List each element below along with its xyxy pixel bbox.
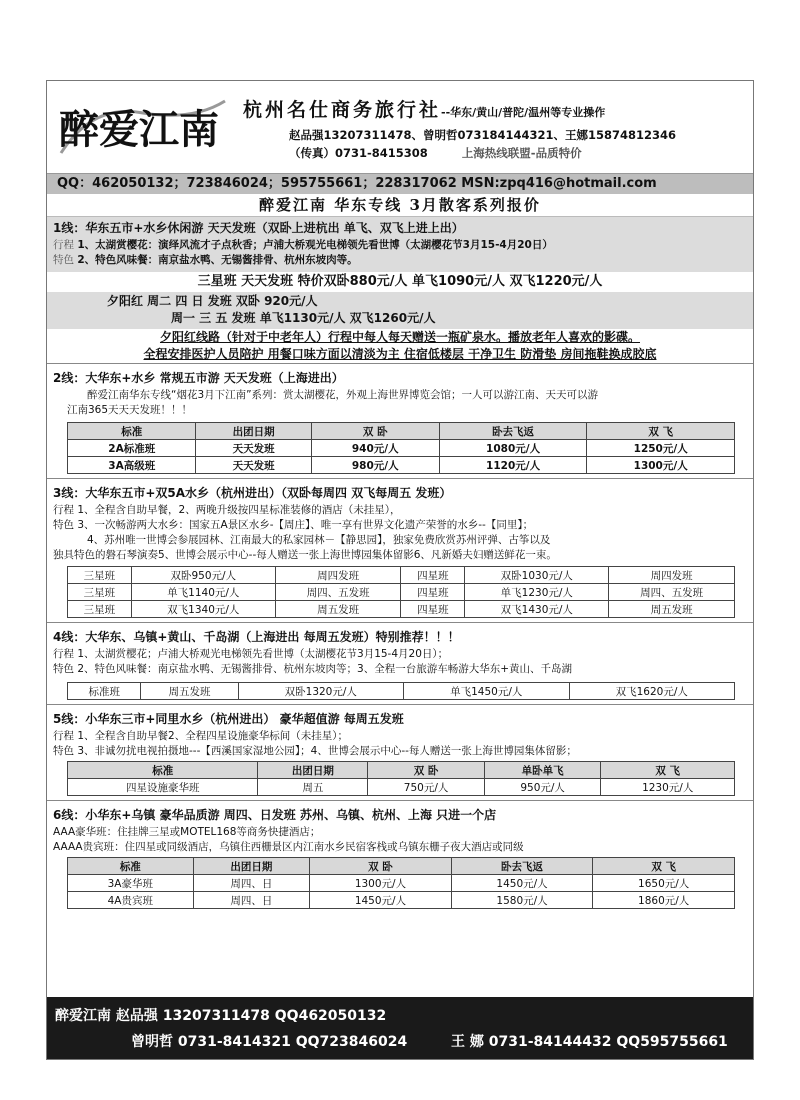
- company-suffix: --华东/黄山/普陀/温州等专业操作: [441, 106, 606, 119]
- line-4-section: [47, 626, 753, 705]
- cell: 双卧950元/人: [131, 567, 275, 584]
- cell: 天天发班: [196, 440, 311, 457]
- table-header-row: [68, 423, 735, 440]
- cell: 周四、日: [193, 875, 310, 892]
- cell: 3A高级班: [68, 457, 196, 474]
- cell: 出团日期: [258, 762, 368, 779]
- cell: 双 卧: [310, 858, 452, 875]
- cell: 双 卧: [368, 762, 485, 779]
- table-row: [68, 457, 735, 474]
- flyer-page: [46, 80, 754, 1060]
- cell: 1860元/人: [593, 892, 735, 909]
- cell: 双卧1320元/人: [238, 683, 403, 700]
- cell: 三星班: [68, 567, 132, 584]
- table-row: [68, 892, 735, 909]
- cell: 单飞1140元/人: [131, 584, 275, 601]
- feature-label: 特色: [53, 254, 74, 266]
- cell: 4A贵宾班: [68, 892, 194, 909]
- table-row: [68, 779, 735, 796]
- cell: 1120元/人: [439, 457, 587, 474]
- cell: 周五发班: [609, 601, 735, 618]
- line-5-price-table: [67, 761, 735, 796]
- cell: 四星班: [401, 601, 465, 618]
- fax-text: （传真）0731-8415308: [289, 146, 428, 160]
- line-3-heading: 3线：大华东五市+双5A水乡（杭州进出）（双卧每周四 双飞每周五 发班）: [53, 486, 452, 500]
- cell: 双飞1340元/人: [131, 601, 275, 618]
- sunset-prices-1: 夕阳红 周二 四 日 发班 双卧 920元/人: [107, 294, 318, 308]
- cell: 双飞1430元/人: [465, 601, 609, 618]
- col-fly: 双 飞: [587, 423, 735, 440]
- line-3-text-3: 4、苏州唯一世博会参展园林、江南最大的私家园林－【静思园】，独家免费欣赏苏州评弹、古筝以及: [87, 534, 551, 546]
- cell: 四星班: [401, 584, 465, 601]
- line-3-text-2: 特色 3、一次畅游两大水乡：国家五A景区水乡-【周庄】、唯一享有世界文化遗产荣誉的水乡--【同里】；: [53, 519, 534, 531]
- cell: 1450元/人: [310, 892, 452, 909]
- cell: 天天发班: [196, 457, 311, 474]
- table-row: [68, 440, 735, 457]
- fax-line: [289, 145, 582, 161]
- cell: 1300元/人: [587, 457, 735, 474]
- line-2-desc-2: 江南365天天天发班！！！: [67, 404, 193, 416]
- cell: 三星班: [68, 601, 132, 618]
- cell: 1250元/人: [587, 440, 735, 457]
- page-title: 醉爱江南 华东专线 3月散客系列报价: [47, 194, 753, 217]
- cell: 三星班: [68, 584, 132, 601]
- footer-line-2: 曾明哲 0731-8414321 QQ723846024: [131, 1034, 408, 1050]
- cell: 标准: [68, 858, 194, 875]
- line-4-price-table: [67, 682, 735, 700]
- table-row: [68, 683, 735, 700]
- cell: 出团日期: [193, 858, 310, 875]
- line-2-heading: 2线：大华东+水乡 常规五市游 天天发班（上海进出）: [53, 371, 344, 385]
- cell: 1580元/人: [451, 892, 593, 909]
- line-3-text-1: 行程 1、全程含自助早餐，2、两晚升级按四星标准装修的酒店（未挂星），: [53, 504, 401, 516]
- feature-text: 2、特色风味餐：南京盐水鸭、无锡酱排骨、杭州东坡肉等。: [77, 254, 358, 266]
- logo-text: 醉爱江南: [59, 106, 219, 153]
- cell: 单飞1230元/人: [465, 584, 609, 601]
- cell: 1080元/人: [439, 440, 587, 457]
- slogan: 上海热线联盟-品质特价: [461, 146, 582, 160]
- col-sleeper: 双 卧: [311, 423, 439, 440]
- line-6-text-1: AAA豪华班：住挂牌三星或MOTEL168等商务快捷酒店；: [53, 826, 321, 838]
- table-row: [68, 601, 735, 618]
- line-4-text-1: 行程 1、太湖赏樱花；卢浦大桥观光电梯领先看世博（太湖樱花节3月15-4月20日）；: [53, 648, 449, 660]
- cell: 1230元/人: [601, 779, 735, 796]
- cell: 周四发班: [609, 567, 735, 584]
- line-4-heading: 4线：大华东、乌镇+黄山、千岛湖（上海进出 每周五发班）特别推荐！！！: [53, 630, 460, 644]
- cell: 周五: [258, 779, 368, 796]
- line-1-itinerary: [47, 238, 753, 253]
- qq-contact-bar: QQ：462050132；723846024；595755661；228317062 MSN:zpq416@hotmail.com: [47, 174, 753, 194]
- line-1-price-main: 三星班 天天发班 特价双卧880元/人 单飞1090元/人 双飞1220元/人: [197, 274, 603, 289]
- company-name-text: 杭州名仕商务旅行社: [243, 99, 442, 121]
- cell: 1650元/人: [593, 875, 735, 892]
- table-row: [68, 584, 735, 601]
- contact-phones: 赵品强13207311478、曾明哲073184144321、王娜15874812346: [289, 128, 677, 142]
- cell: 单卧单飞: [484, 762, 601, 779]
- itinerary-text: 1、太湖赏樱花：演绎风流才子点秋香；卢浦大桥观光电梯领先看世博（太湖樱花节3月15-4月20日）: [77, 239, 553, 251]
- line-3-price-table: [67, 566, 735, 618]
- col-train-fly: 卧去飞返: [439, 423, 587, 440]
- cell: 双 飞: [601, 762, 735, 779]
- sunset-note-1: 夕阳红线路（针对于中老年人）行程中每人每天赠送一瓶矿泉水。播放老年人喜欢的影碟。: [159, 330, 640, 344]
- footer-contacts: [47, 997, 753, 1059]
- line-5-section: [47, 708, 753, 801]
- line-2-price-table: [67, 422, 735, 474]
- cell: 双 飞: [593, 858, 735, 875]
- line-5-text-2: 特色 3、非诚勿扰电视拍摄地---【西溪国家湿地公园】；4、世博会展示中心--每人赠送一张上海世博园集体留影；: [53, 745, 577, 757]
- cell: 周四发班: [275, 567, 401, 584]
- line-1-feature: [47, 253, 753, 272]
- col-date: 出团日期: [196, 423, 311, 440]
- cell: 750元/人: [368, 779, 485, 796]
- line-2-section: [47, 367, 753, 479]
- cell: 2A标准班: [68, 440, 196, 457]
- table-row: [68, 567, 735, 584]
- line-2-desc-1: 醉爱江南华东专线“烟花3月下江南”系列：赏太湖樱花，外观上海世界博览会馆；一人可以游江南、天天可以游: [87, 389, 599, 401]
- col-standard: 标准: [68, 423, 196, 440]
- brand-logo: [53, 83, 233, 169]
- cell: 单飞1450元/人: [404, 683, 569, 700]
- table-row: [68, 875, 735, 892]
- cell: 周四、五发班: [609, 584, 735, 601]
- cell: 3A豪华班: [68, 875, 194, 892]
- table-header-row: [68, 762, 735, 779]
- line-4-text-2: 特色 2、特色风味餐：南京盐水鸭、无锡酱排骨、杭州东坡肉等；3、全程一台旅游车畅游大华东+黄山、千岛湖: [53, 663, 572, 675]
- sunset-prices-2: 周一 三 五 发班 单飞1130元/人 双飞1260元/人: [171, 311, 436, 325]
- cell: 950元/人: [484, 779, 601, 796]
- cell: 标准班: [68, 683, 141, 700]
- cell: 1450元/人: [451, 875, 593, 892]
- line-3-text-4: 独具特色的磐石琴演奏5、世博会展示中心--每人赠送一张上海世博园集体留影6、凡新婚夫妇赠送鲜花一束。: [53, 549, 557, 561]
- cell: 标准: [68, 762, 258, 779]
- cell: 1300元/人: [310, 875, 452, 892]
- cell: 周四、五发班: [275, 584, 401, 601]
- sunset-note-2: 全程安排医护人员陪护 用餐口味方面以清淡为主 住宿低楼层 干净卫生 防滑垫 房间拖鞋换成胶底: [143, 347, 657, 361]
- footer-line-3: 王 娜 0731-84144432 QQ595755661: [451, 1034, 728, 1050]
- cell: 周五发班: [275, 601, 401, 618]
- line-6-price-table: [67, 857, 735, 909]
- itinerary-label: 行程: [53, 239, 74, 251]
- cell: 周五发班: [141, 683, 238, 700]
- cell: 940元/人: [311, 440, 439, 457]
- company-name: [243, 95, 605, 122]
- cell: 双飞1620元/人: [569, 683, 735, 700]
- cell: 卧去飞返: [451, 858, 593, 875]
- line-3-section: [47, 482, 753, 623]
- footer-line-1: 醉爱江南 赵品强 13207311478 QQ462050132: [55, 1008, 387, 1024]
- cell: 980元/人: [311, 457, 439, 474]
- line-6-heading: 6线：小华东+乌镇 豪华品质游 周四、日发班 苏州、乌镇、杭州、上海 只进一个店: [53, 808, 497, 822]
- line-5-text-1: 行程 1、全程含自助早餐2、全程四星设施豪华标间（未挂星）；: [53, 730, 348, 742]
- line-5-heading: 5线：小华东三市+同里水乡（杭州进出） 豪华超值游 每周五发班: [53, 712, 404, 726]
- line-1-heading: 1线：华东五市+水乡休闲游 天天发班（双卧上进杭出 单飞、双飞上进上出）: [53, 221, 464, 235]
- cell: 四星设施豪华班: [68, 779, 258, 796]
- line-1-section: [47, 217, 753, 364]
- cell: 四星班: [401, 567, 465, 584]
- cell: 双卧1030元/人: [465, 567, 609, 584]
- line-6-section: [47, 804, 753, 909]
- line-6-text-2: AAAA贵宾班：住四星或同级酒店，乌镇住西栅景区内江南水乡民宿客栈或乌镇东栅子夜大酒店或同级: [53, 841, 524, 853]
- cell: 周四、日: [193, 892, 310, 909]
- table-header-row: [68, 858, 735, 875]
- header: [47, 81, 753, 174]
